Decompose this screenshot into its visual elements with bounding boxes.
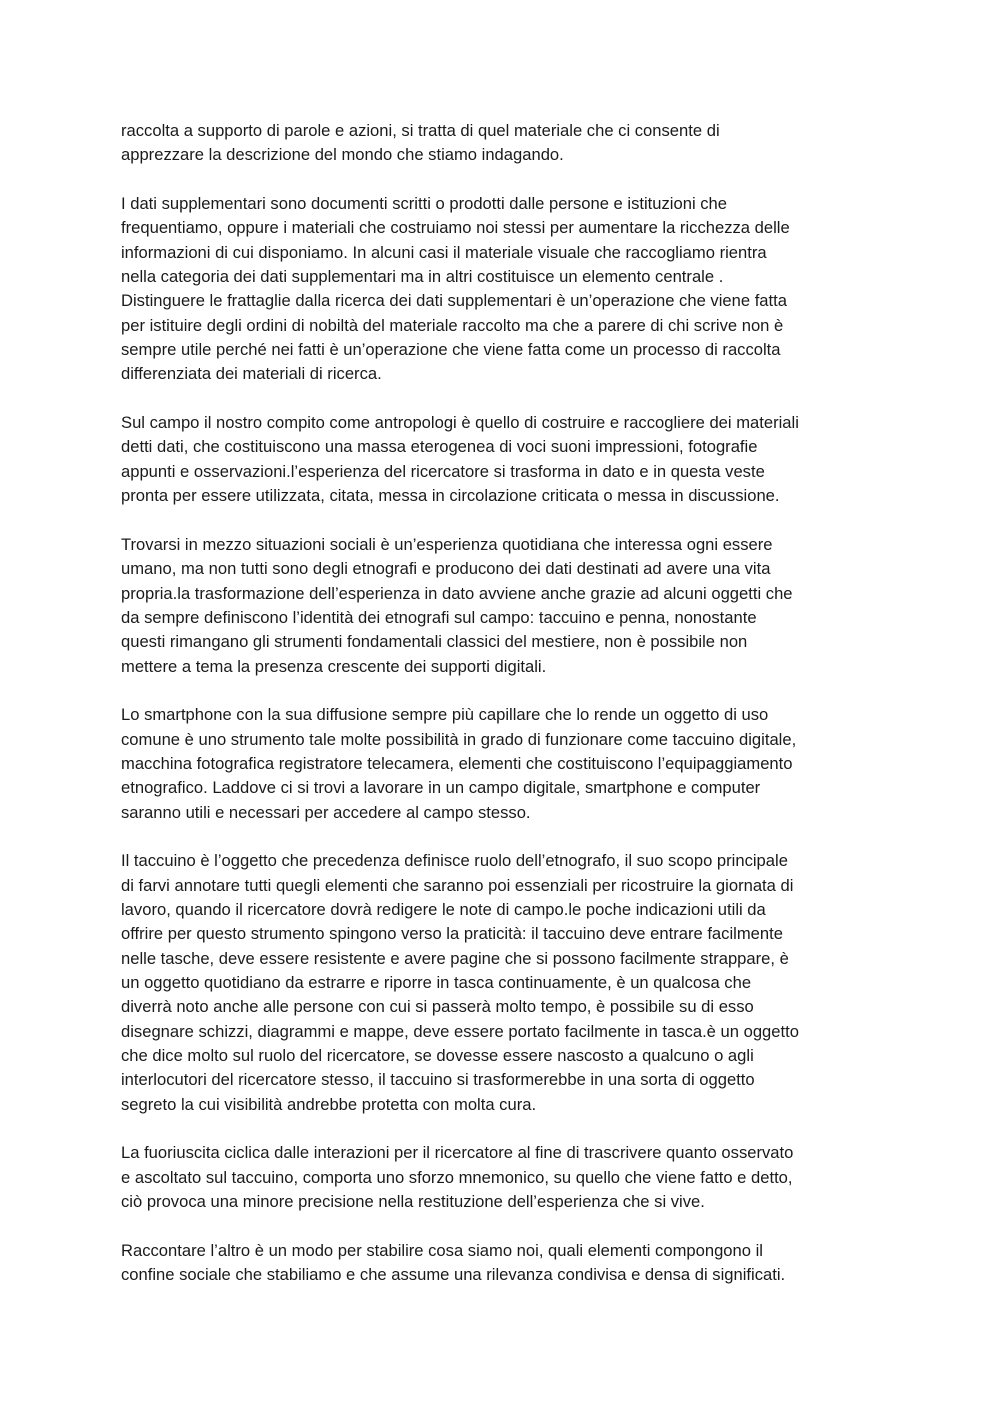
- text-line: comune è uno strumento tale molte possibilità in grado di funzionare come taccuino digitale,: [121, 729, 797, 749]
- text-line: e ascoltato sul taccuino, comporta uno sforzo mnemonico, su quello che viene fatto e detto,: [121, 1167, 793, 1187]
- text-line: Sul campo il nostro compito come antropologi è quello di costruire e raccogliere dei materiali: [121, 413, 799, 433]
- text-line: nella categoria dei dati supplementari ma in altri costituisce un elemento centrale .: [121, 267, 724, 287]
- paragraph: [121, 1239, 881, 1288]
- text-line: umano, ma non tutti sono degli etnografi e producono dei dati destinati ad avere una vita: [121, 559, 771, 579]
- paragraph: [121, 192, 881, 387]
- paragraph: [121, 703, 881, 825]
- text-line: da sempre definiscono l’identità dei etnografi sul campo: taccuino e penna, nonostante: [121, 607, 757, 627]
- text-line: segreto la cui visibilità andrebbe protetta con molta cura.: [121, 1094, 537, 1114]
- text-line: disegnare schizzi, diagrammi e mappe, deve essere portato facilmente in tasca.è un oggetto: [121, 1021, 799, 1041]
- text-line: di farvi annotare tutti quegli elementi che saranno poi essenziali per ricostruire la giornata di: [121, 875, 794, 895]
- text-line: etnografico. Laddove ci si trovi a lavorare in un campo digitale, smartphone e computer: [121, 778, 761, 798]
- text-line: un oggetto quotidiano da estrarre e riporre in tasca continuamente, è un qualcosa che: [121, 973, 752, 993]
- text-line: diverrà noto anche alle persone con cui si passerà molto tempo, è possibile su di esso: [121, 997, 754, 1017]
- text-line: propria.la trasformazione dell’esperienza in dato avviene anche grazie ad alcuni oggetti che: [121, 583, 793, 603]
- text-line: frequentiamo, oppure i materiali che costruiamo noi stessi per aumentare la ricchezza delle: [121, 218, 790, 238]
- paragraph: [121, 119, 881, 168]
- text-line: Lo smartphone con la sua diffusione sempre più capillare che lo rende un oggetto di uso: [121, 705, 769, 725]
- paragraph: [121, 411, 881, 508]
- text-line: che dice molto sul ruolo del ricercatore, se dovesse essere nascosto a qualcuno o agli: [121, 1046, 754, 1066]
- text-line: questi rimangano gli strumenti fondamentali classici del mestiere, non è possibile non: [121, 632, 748, 652]
- text-line: I dati supplementari sono documenti scritti o prodotti dalle persone e istituzioni che: [121, 194, 728, 214]
- text-line: detti dati, che costituiscono una massa eterogenea di voci suoni impressioni, fotografie: [121, 437, 758, 457]
- paragraph: [121, 849, 881, 1117]
- text-line: offrire per questo strumento spingono verso la praticità: il taccuino deve entrare facilmente: [121, 924, 783, 944]
- text-line: pronta per essere utilizzata, citata, messa in circolazione criticata o messa in discussione.: [121, 486, 780, 506]
- text-line: saranno utili e necessari per accedere al campo stesso.: [121, 802, 531, 822]
- text-line: raccolta a supporto di parole e azioni, si tratta di quel materiale che ci consente di: [121, 121, 720, 140]
- paragraph: [121, 533, 881, 679]
- text-line: apprezzare la descrizione del mondo che stiamo indagando.: [121, 145, 564, 165]
- text-line: sempre utile perché nei fatti è un’operazione che viene fatta come un processo di raccolta: [121, 340, 781, 360]
- text-line: Il taccuino è l’oggetto che precedenza definisce ruolo dell’etnografo, il suo scopo principale: [121, 851, 788, 871]
- text-line: confine sociale che stabiliamo e che assume una rilevanza condivisa e densa di significati.: [121, 1265, 786, 1285]
- text-line: mettere a tema la presenza crescente dei supporti digitali.: [121, 656, 547, 676]
- text-line: Distinguere le frattaglie dalla ricerca dei dati supplementari è un’operazione che viene fatta: [121, 291, 787, 311]
- text-line: Raccontare l’altro è un modo per stabilire cosa siamo noi, quali elementi compongono il: [121, 1240, 763, 1260]
- text-line: interlocutori del ricercatore stesso, il taccuino si trasformerebbe in una sorta di oggetto: [121, 1070, 755, 1090]
- text-line: per istituire degli ordini di nobiltà del materiale raccolto ma che a parere di chi scrive non è: [121, 315, 784, 335]
- document-body: [121, 119, 881, 1312]
- text-line: appunti e osservazioni.l’esperienza del ricercatore si trasforma in dato e in questa veste: [121, 461, 765, 481]
- text-line: lavoro, quando il ricercatore dovrà redigere le note di campo.le poche indicazioni utili da: [121, 900, 766, 919]
- text-line: La fuoriuscita ciclica dalle interazioni per il ricercatore al fine di trascrivere quanto osservato: [121, 1143, 794, 1163]
- paragraph: [121, 1141, 881, 1214]
- text-line: ciò provoca una minore precisione nella restituzione dell’esperienza che si vive.: [121, 1192, 705, 1212]
- text-line: macchina fotografica registratore telecamera, elementi che costituiscono l’equipaggiamento: [121, 753, 793, 773]
- text-line: Trovarsi in mezzo situazioni sociali è un’esperienza quotidiana che interessa ogni essere: [121, 534, 773, 554]
- text-line: nelle tasche, deve essere resistente e avere pagine che si possono facilmente strappare, è: [121, 948, 789, 968]
- text-line: informazioni di cui disponiamo. In alcuni casi il materiale visuale che raccogliamo rientra: [121, 242, 767, 262]
- text-line: differenziata dei materiali di ricerca.: [121, 364, 382, 384]
